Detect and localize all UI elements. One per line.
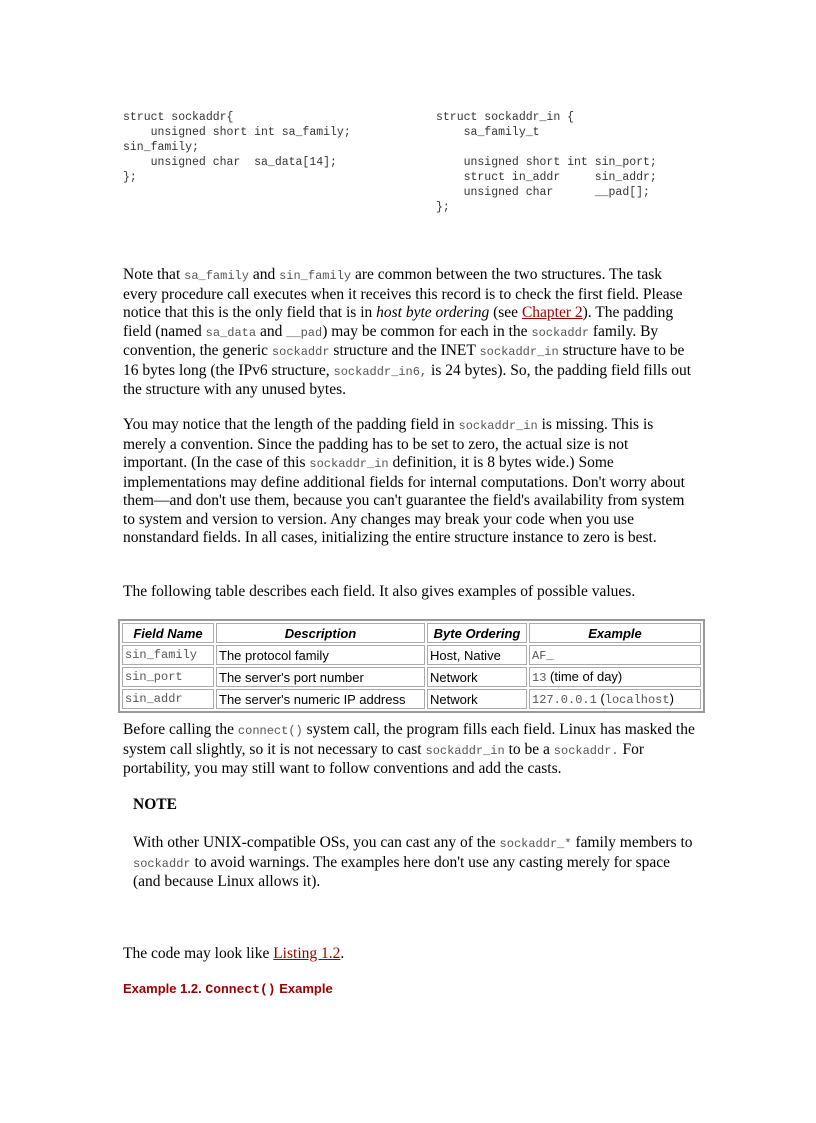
table-row: sin_addr The server's numeric IP address Network 127.0.0.1 (localhost) xyxy=(122,689,701,709)
paragraph-table-intro: The following table describes each field. It also gives examples of possible values. xyxy=(123,583,636,600)
header-field-name: Field Name xyxy=(122,623,214,643)
header-byte-ordering: Byte Ordering xyxy=(427,623,527,643)
paragraph-listing: The code may look like Listing 1.2. xyxy=(123,945,345,962)
table-header-row xyxy=(122,623,701,643)
code-sockaddr-in: struct sockaddr_in { sa_family_t unsigned short int sin_port; struct in_addr sin_addr; unsigned char __pad[]; }; xyxy=(436,111,657,214)
table-row: sin_family The protocol family Host, Native AF_ xyxy=(122,645,701,665)
paragraph-padding: You may notice that the length of the padding field in sockaddr_in is missing. This is merely a convention. Since the padding has to be set to zero, the actual size is not important. (In the case of this sockaddr_in definition, it is 8 bytes wide.) Some implementations may define additional fields for internal computations. Don't worry about them—and don't use them, because you can't guarantee the field's availability from system to system and version to version. Any changes may break your code when you use nonstandard fields. In all cases, initializing the entire structure instance to zero is best. xyxy=(123,416,685,546)
example-caption: Example 1.2. Connect() Example xyxy=(123,981,333,997)
table-row: sin_port The server's port number Network 13 (time of day) xyxy=(122,667,701,687)
fields-table xyxy=(118,619,705,713)
note-body: With other UNIX-compatible OSs, you can cast any of the sockaddr_* family members to sockaddr to avoid warnings. The examples here don't use any casting merely for space (and because Linux allows it). xyxy=(133,834,693,890)
paragraph-common-fields: Note that sa_family and sin_family are common between the two structures. The task every procedure call executes when it receives this record is to check the first field. Please notice that this is the only field that is in host byte ordering (see Chapter 2). The padding field (named sa_data and __pad) may be common for each in the sockaddr family. By convention, the generic sockaddr structure and the INET sockaddr_in structure have to be 16 bytes long (the IPv6 structure, sockaddr_in6, is 24 bytes). So, the padding field fills out the structure with any unused bytes. xyxy=(123,266,692,398)
chapter-2-link[interactable]: Chapter 2 xyxy=(521,304,583,321)
note-title: NOTE xyxy=(133,796,177,813)
header-example: Example xyxy=(529,623,701,643)
code-sockaddr: struct sockaddr{ unsigned short int sa_family; sin_family; unsigned char sa_data[14]; }; xyxy=(123,111,351,184)
header-description: Description xyxy=(216,623,425,643)
paragraph-connect: Before calling the connect() system call, the program fills each field. Linux has masked the system call slightly, so it is not necessary to cast sockaddr_in to be a sockaddr. For portability, you may still want to follow conventions and add the casts. xyxy=(123,721,695,777)
listing-1-2-link[interactable]: Listing 1.2 xyxy=(273,945,341,962)
